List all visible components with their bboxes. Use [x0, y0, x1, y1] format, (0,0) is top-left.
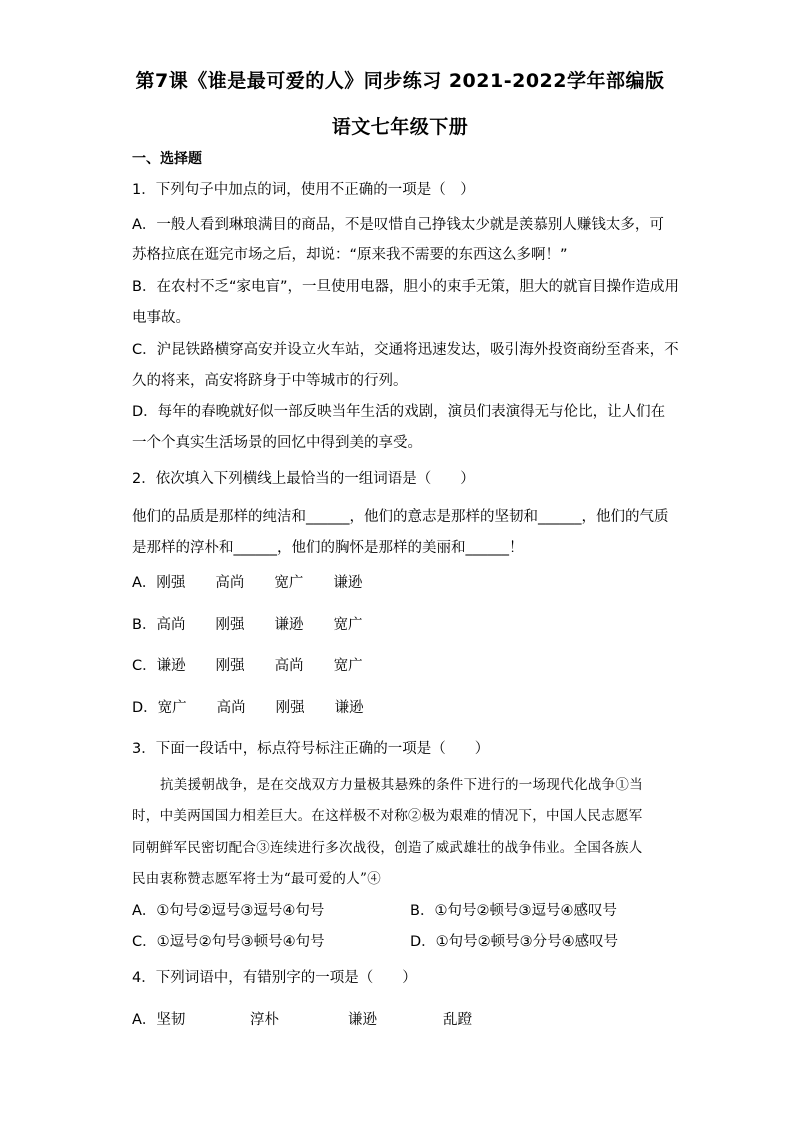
q1-option-d-line2: 一个个真实生活场景的回忆中得到美的享受。	[132, 435, 422, 451]
question-1-stem: 1．下列句子中加点的词，使用不正确的一项是（ ）	[132, 182, 475, 198]
q3-passage-line4: 民由衷称赞志愿军将士为“最可爱的人”④	[132, 871, 382, 887]
q2-option-c: C．谦逊 刚强 高尚 宽广	[132, 658, 363, 674]
question-3-stem: 3．下面一段话中，标点符号标注正确的一项是（ ）	[132, 741, 490, 757]
q2-option-a: A．刚强 高尚 宽广 谦逊	[132, 575, 363, 591]
section-heading: 一、选择题	[132, 151, 202, 167]
question-2-stem: 2．依次填入下列横线上最恰当的一组词语是（ ）	[132, 471, 475, 487]
q2-passage-line1: 他们的品质是那样的纯洁和______，他们的意志是那样的坚韧和______，他们的气质	[132, 509, 669, 525]
q1-option-c-line1: C．沪昆铁路横穿高安并设立火车站，交通将迅速发达，吸引海外投资商纷至沓来，不	[132, 342, 679, 358]
q3-option-d: D．①句号②顿号③分号④感叹号	[410, 934, 619, 950]
q1-option-a-line2: 苏格拉底在逛完市场之后，却说：“原来我不需要的东西这么多啊！”	[132, 247, 568, 263]
q3-passage-line3: 同朝鲜军民密切配合③连续进行多次战役，创造了威武雄壮的战争伟业。全国各族人	[132, 840, 643, 856]
q2-option-d: D．宽广 高尚 刚强 谦逊	[132, 700, 364, 716]
q3-option-b: B．①句号②顿号③逗号④感叹号	[410, 903, 617, 919]
q1-option-a-line1: A．一般人看到琳琅满目的商品，不是叹惜自己挣钱太少就是羡慕别人赚钱太多，可	[132, 217, 664, 233]
question-4-stem: 4．下列词语中，有错别字的一项是（ ）	[132, 970, 417, 986]
page-title-line1: 第7课《谁是最可爱的人》同步练习 2021-2022学年部编版	[135, 70, 665, 92]
q3-option-c: C．①逗号②句号③顿号④句号	[132, 934, 325, 950]
q3-passage-line1: 抗美援朝战争，是在交战双方力量极其悬殊的条件下进行的一场现代化战争①当	[160, 777, 643, 793]
q4-option-a: A．坚韧 淳朴 谦逊 乱蹬	[132, 1012, 472, 1028]
q1-option-b-line2: 电事故。	[132, 310, 190, 326]
page-title-line2: 语文七年级下册	[331, 116, 469, 138]
q3-option-a: A．①句号②逗号③逗号④句号	[132, 903, 325, 919]
q1-option-b-line1: B．在农村不乏“家电盲”，一旦使用电器，胆小的束手无策，胆大的就盲目操作造成用	[132, 279, 679, 295]
q1-option-c-line2: 久的将来，高安将跻身于中等城市的行列。	[132, 373, 408, 389]
q3-passage-line2: 时，中美两国国力相差巨大。在这样极不对称②极为艰难的情况下，中国人民志愿军	[132, 808, 643, 824]
q2-passage-line2: 是那样的淳朴和______，他们的胸怀是那样的美丽和______！	[132, 540, 524, 556]
q2-option-b: B．高尚 刚强 谦逊 宽广	[132, 617, 363, 633]
q1-option-d-line1: D．每年的春晚就好似一部反映当年生活的戏剧，演员们表演得无与伦比，让人们在	[132, 404, 666, 420]
